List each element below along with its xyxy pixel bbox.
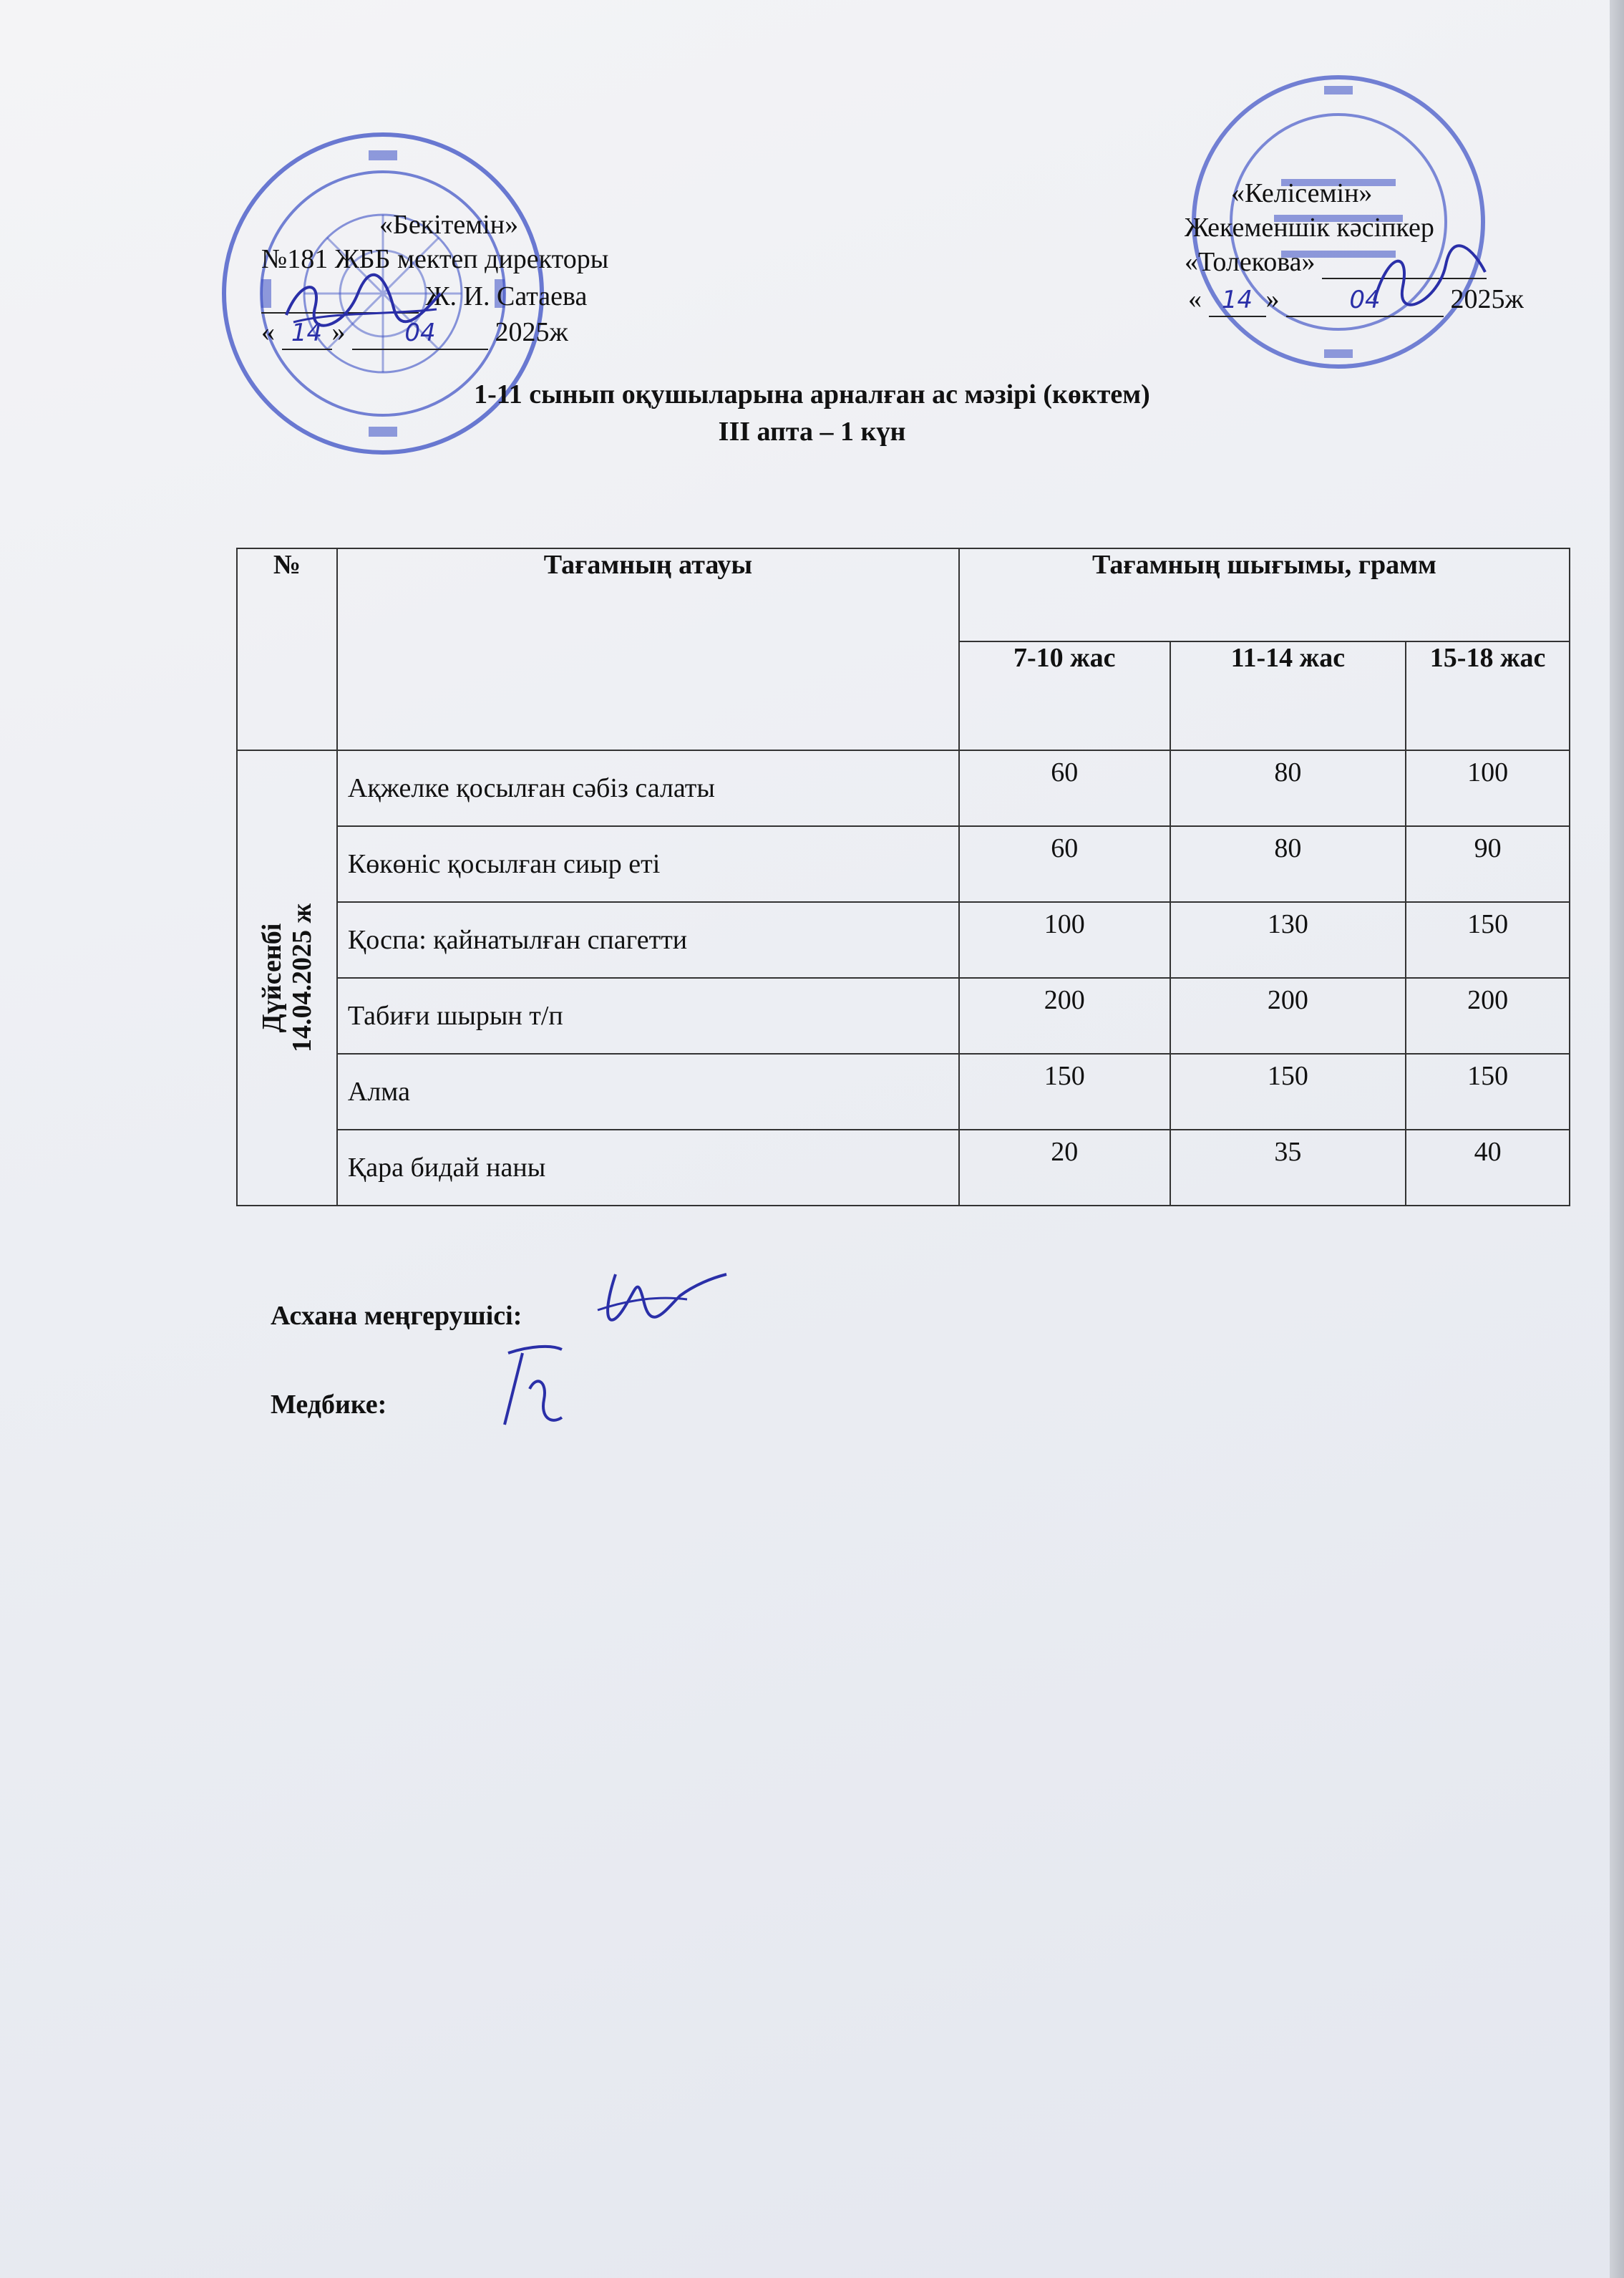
approve-date-close-quote: » — [331, 317, 346, 347]
col-number-header: № — [237, 548, 337, 750]
age-header-15-18: 15-18 жас — [1406, 641, 1570, 750]
yield-11-14: 130 — [1170, 902, 1406, 978]
yield-15-18: 200 — [1406, 978, 1570, 1054]
yield-11-14: 80 — [1170, 826, 1406, 902]
menu-title: 1-11 сынып оқушыларына арналған ас мәзірі (көктем) — [474, 379, 1150, 409]
yield-15-18: 150 — [1406, 1054, 1570, 1130]
yield-7-10: 20 — [959, 1130, 1170, 1206]
yield-15-18: 100 — [1406, 750, 1570, 826]
yield-11-14: 150 — [1170, 1054, 1406, 1130]
day-cell — [237, 750, 337, 1206]
approve-director-line: №181 ЖББ мектеп директоры — [261, 244, 609, 274]
dish-name: Қара бидай наны — [337, 1130, 959, 1206]
yield-7-10: 200 — [959, 978, 1170, 1054]
col-yield-header: Тағамның шығымы, грамм — [959, 548, 1570, 641]
entrepreneur-signature — [1360, 236, 1489, 315]
dish-name: Ақжелке қосылған сәбіз салаты — [337, 750, 959, 826]
approve-month-text: 04 — [404, 319, 436, 347]
yield-11-14: 80 — [1170, 750, 1406, 826]
yield-15-18: 150 — [1406, 902, 1570, 978]
approve-year: 2025ж — [495, 317, 568, 347]
yield-11-14: 35 — [1170, 1130, 1406, 1206]
approve-heading: «Бекітемін» — [379, 210, 519, 240]
kitchen-manager-label: Асхана меңгерушісі: — [271, 1301, 522, 1331]
table-row — [237, 1130, 1570, 1206]
agree-heading: «Келісемін» — [1231, 178, 1373, 208]
dish-name: Алма — [337, 1054, 959, 1130]
yield-11-14: 200 — [1170, 978, 1406, 1054]
director-signature — [279, 272, 444, 336]
nurse-signature — [494, 1332, 573, 1432]
dish-name: Көкөніс қосылған сиыр еті — [337, 826, 959, 902]
kitchen-manager-signature — [587, 1260, 730, 1339]
agree-month-text: 04 — [1349, 286, 1381, 314]
yield-7-10: 100 — [959, 902, 1170, 978]
table-row — [237, 902, 1570, 978]
agree-entrepreneur-line: Жекеменшік кәсіпкер — [1185, 213, 1434, 243]
nurse-label: Медбике: — [271, 1390, 387, 1420]
agree-date-open-quote: « — [1188, 284, 1202, 314]
yield-7-10: 60 — [959, 750, 1170, 826]
approve-date-open-quote: « — [261, 317, 275, 347]
col-dish-name-header: Тағамның атауы — [337, 548, 959, 750]
approve-signer-name: Ж. И. Сатаева — [425, 281, 588, 311]
menu-subtitle: III апта – 1 күн — [718, 417, 906, 447]
table-row — [237, 750, 1570, 826]
agree-name: «Толекова» — [1185, 247, 1316, 277]
table-row — [237, 978, 1570, 1054]
dish-name: Қоспа: қайнатылған спагетти — [337, 902, 959, 978]
approve-day-text: 14 — [291, 319, 323, 347]
agree-year: 2025ж — [1450, 284, 1524, 314]
yield-7-10: 60 — [959, 826, 1170, 902]
yield-7-10: 150 — [959, 1054, 1170, 1130]
age-header-7-10: 7-10 жас — [959, 641, 1170, 750]
agree-day-text: 14 — [1221, 286, 1253, 314]
table-header-row — [237, 548, 1570, 641]
day-label — [257, 903, 317, 1052]
table-row — [237, 1054, 1570, 1130]
table-row — [237, 826, 1570, 902]
age-header-11-14: 11-14 жас — [1170, 641, 1406, 750]
yield-15-18: 90 — [1406, 826, 1570, 902]
menu-table — [236, 548, 1570, 1206]
yield-15-18: 40 — [1406, 1130, 1570, 1206]
day-date: 14.04.2025 ж — [286, 903, 317, 1053]
day-name: Дүйсенбі — [256, 923, 287, 1033]
dish-name: Табиғи шырын т/п — [337, 978, 959, 1054]
agree-date-day — [1209, 283, 1266, 317]
agree-date-close-quote: » — [1265, 284, 1280, 314]
page-edge — [1610, 0, 1624, 2278]
